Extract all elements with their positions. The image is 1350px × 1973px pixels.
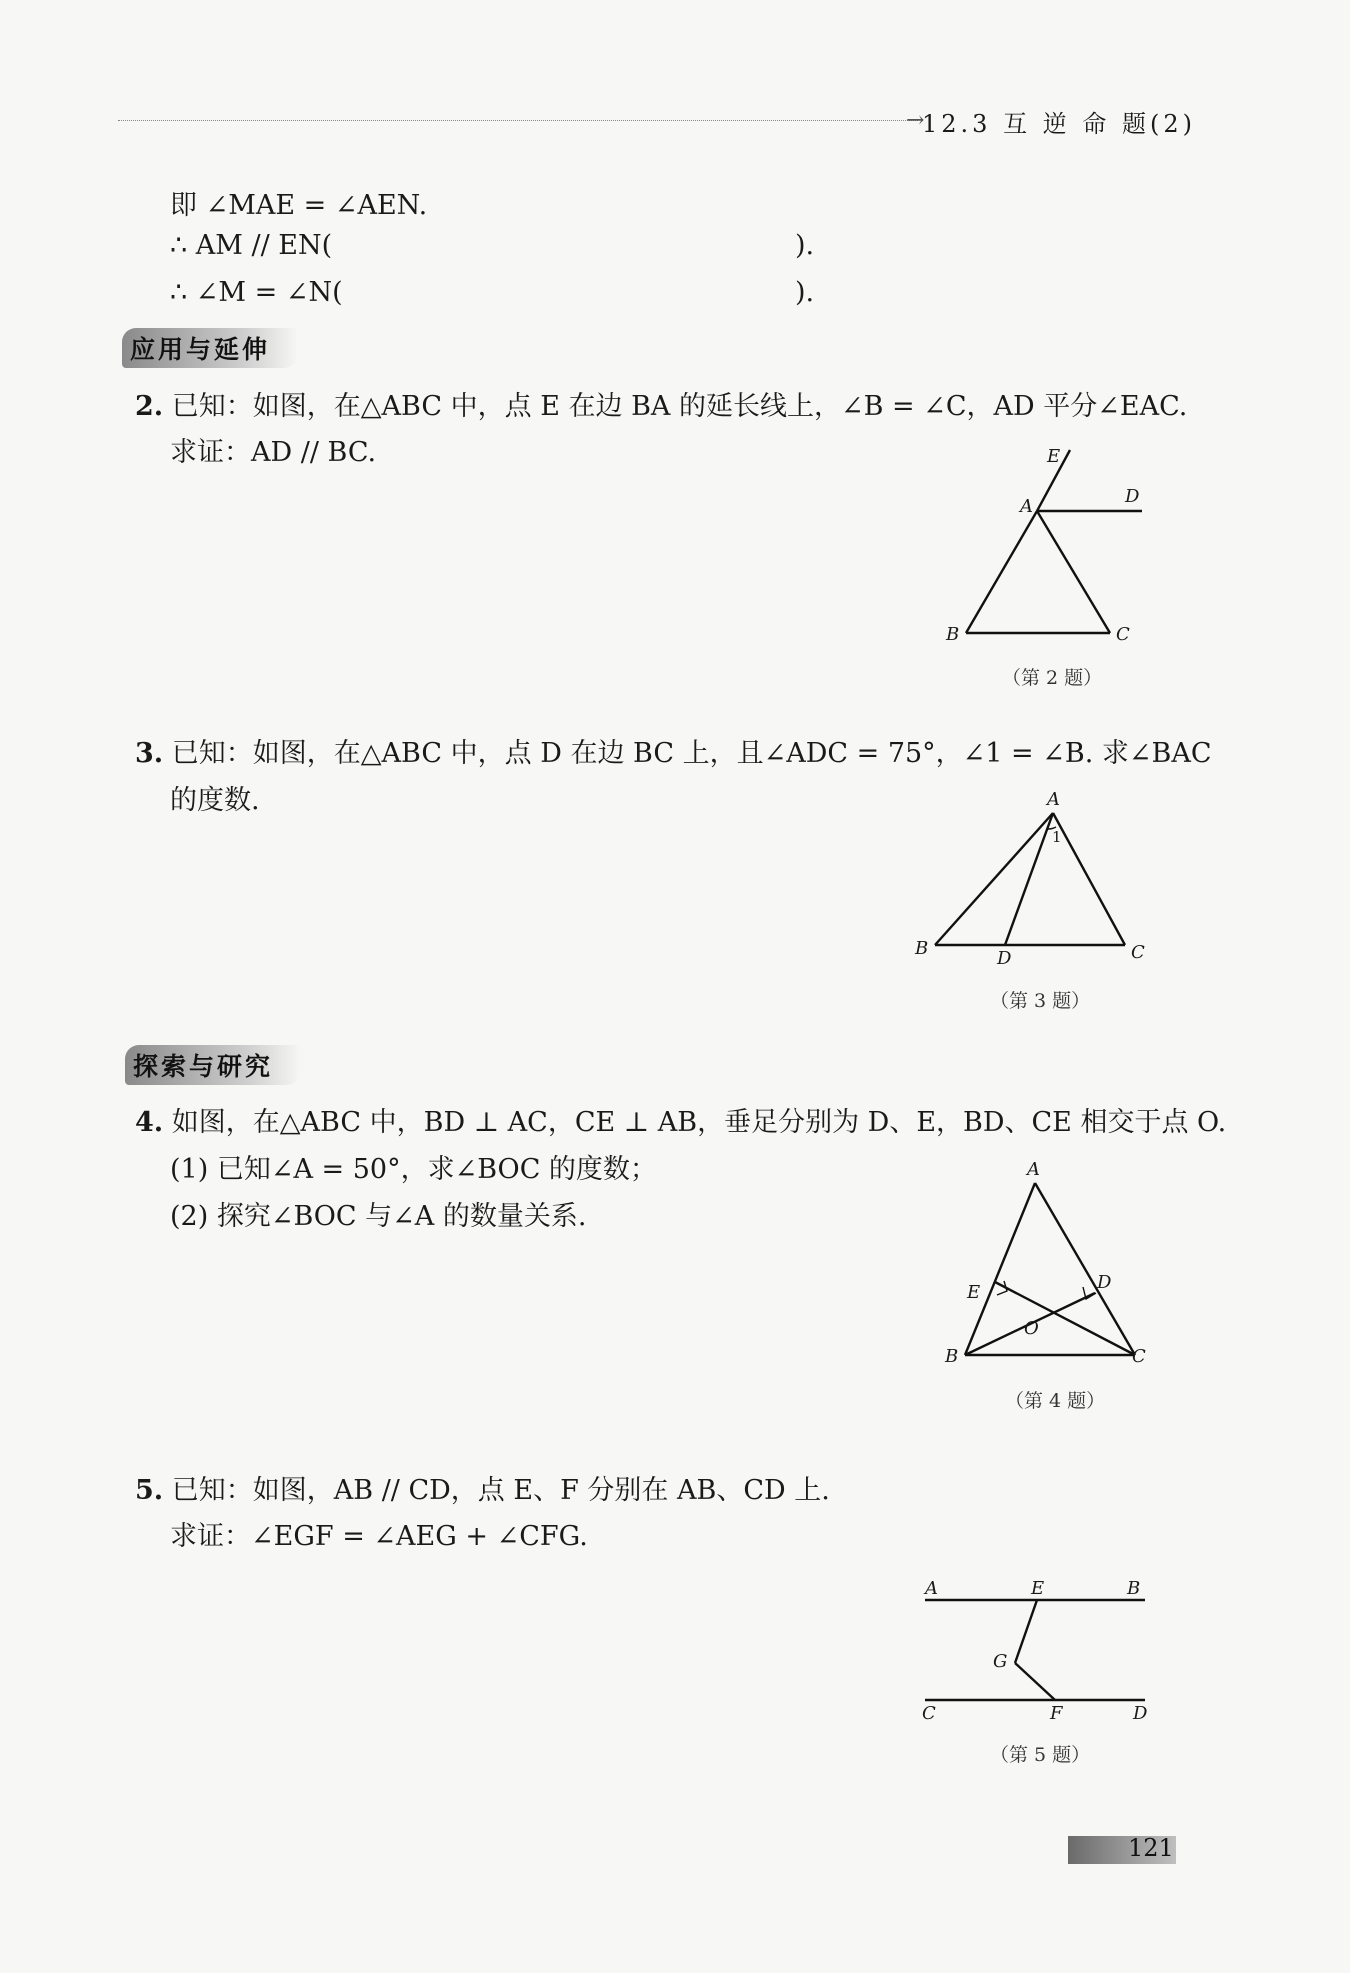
page-number: 121 [1128,1834,1174,1862]
fig5-label-B: B [1127,1578,1141,1599]
problem-3-statement-cont: 的度数. [170,785,260,816]
figure-3 [925,805,1145,955]
fig2-label-E: E [1047,446,1061,467]
section-header-title: 12.3 互 逆 命 题(2) [922,110,1196,138]
fig2-label-C: C [1116,624,1130,645]
fig5-label-F: F [1050,1703,1063,1724]
figure-3-caption: （第 3 题） [990,990,1091,1012]
fig4-label-B: B [945,1346,959,1367]
problem-5-number: 5. [135,1475,164,1506]
fig4-label-D: D [1097,1272,1112,1293]
fig4-label-O: O [1024,1318,1039,1339]
fig5-label-G: G [993,1651,1008,1672]
header-arrow-icon: → [906,108,925,133]
fig3-label-C: C [1131,942,1145,963]
section-title-apply: 应用与延伸 [122,328,298,368]
figure-4-caption: （第 4 题） [1005,1390,1106,1412]
fig3-label-angle-1: 1 [1052,828,1062,846]
problem-5-text [135,1468,830,1507]
problem-2-goal: 求证：AD // BC. [170,437,377,468]
figure-2 [940,445,1170,645]
problem-4-statement: 如图，在△ABC 中，BD ⊥ AC，CE ⊥ AB，垂足分别为 D、E，BD、CE 相交于点 O. [171,1107,1227,1138]
problem-3-number: 3. [135,738,164,769]
proof-line-2-end: ). [795,230,815,261]
problem-3-statement: 已知：如图，在△ABC 中，点 D 在边 BC 上，且∠ADC = 75°，∠1 = ∠B. 求∠BAC [171,738,1212,769]
fig4-label-A: A [1027,1159,1040,1180]
fig3-label-D: D [997,948,1012,969]
problem-4-number: 4. [135,1107,164,1138]
fig4-label-E: E [967,1282,981,1303]
problem-4-part-1: (1) 已知∠A = 50°，求∠BOC 的度数； [170,1154,657,1185]
fig3-label-A: A [1047,789,1060,810]
problem-2-statement: 已知：如图，在△ABC 中，点 E 在边 BA 的延长线上，∠B = ∠C，AD 平分∠EAC. [171,391,1188,422]
fig4-label-C: C [1132,1346,1146,1367]
fig2-label-A: A [1020,496,1033,517]
fig2-label-B: B [946,624,960,645]
fig5-label-E: E [1031,1578,1045,1599]
proof-line-3-end: ). [795,277,815,308]
fig3-label-B: B [915,938,929,959]
fig5-label-A: A [925,1578,938,1599]
proof-line-1: 即 ∠MAE = ∠AEN. [170,190,428,221]
proof-line-3: ∴ ∠M = ∠N( [170,277,343,308]
figure-5-caption: （第 5 题） [990,1744,1091,1766]
problem-2-number: 2. [135,391,164,422]
figure-2-caption: （第 2 题） [1002,667,1103,689]
section-title-explore: 探索与研究 [125,1045,301,1085]
problem-3-text [135,731,1212,770]
problem-5-statement: 已知：如图，AB // CD，点 E、F 分别在 AB、CD 上. [171,1475,830,1506]
problem-2-text [135,384,1187,423]
header-divider [118,120,918,121]
problem-4-part-2: (2) 探究∠BOC 与∠A 的数量关系. [170,1201,587,1232]
problem-5-goal: 求证：∠EGF = ∠AEG + ∠CFG. [170,1521,588,1552]
figure-5 [920,1585,1150,1715]
fig5-label-D: D [1133,1703,1148,1724]
problem-4-text [135,1100,1226,1139]
proof-line-2: ∴ AM // EN( [170,230,333,261]
fig5-label-C: C [922,1703,936,1724]
fig2-label-D: D [1125,486,1140,507]
figure-4 [955,1175,1155,1365]
